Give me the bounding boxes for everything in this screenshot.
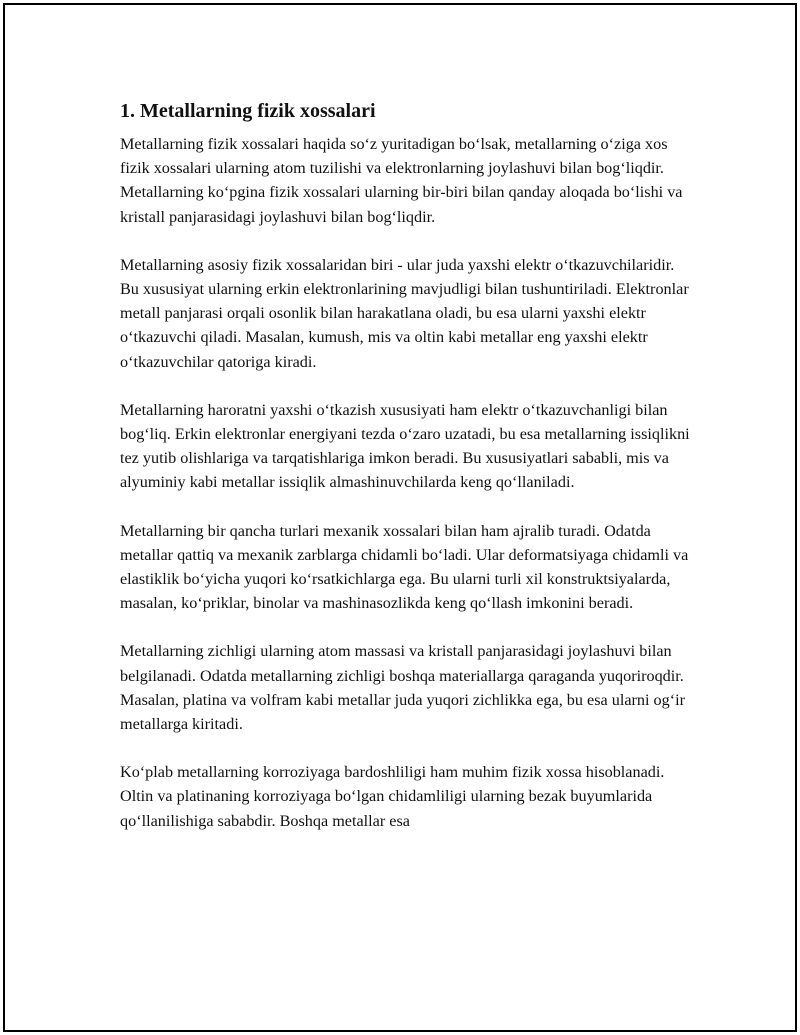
paragraph-1: Metallarning fizik xossalari haqida so‘z yuritadigan bo‘lsak, metallarning o‘ziga xos fizik xossalari ularning atom tuzilishi va elektronlarning joylashuvi bilan bog‘liqdir. Metallarning ko‘pgina fizik xossalari ularning bir-biri bilan qanday aloqada bo‘lishi va kristall panjarasidagi joylashuvi bilan bog‘liqdir. (120, 135, 683, 226)
paragraph-6: Ko‘plab metallarning korroziyaga bardoshliligi ham muhim fizik xossa hisoblanadi. Oltin va platinaning korroziyaga bo‘lgan chidamliligi ularning bezak buyumlarida qo‘llanilishiga sababdir. Boshqa metallar esa (120, 763, 665, 830)
document-body (120, 97, 695, 857)
paragraph-5: Metallarning zichligi ularning atom massasi va kristall panjarasidagi joylashuvi bilan belgilanadi. Odatda metallarning zichligi boshqa materiallarga qaraganda yuqoriroqdir. Masalan, platina va volfram kabi metallar juda yuqori zichlikka ega, bu esa ularni og‘ir metallarga kiritadi. (120, 642, 686, 734)
paragraph-2: Metallarning asosiy fizik xossalaridan biri - ular juda yaxshi elektr o‘tkazuvchilaridir. Bu xususiyat ularning erkin elektronlarining mavjudligi bilan tushuntiriladi. Elektronlar metall panjarasi orqali osonlik bilan harakatlana oladi, bu esa ularni yaxshi elektr o‘tkazuvchi qiladi. Masalan, kumush, mis va oltin kabi metallar eng yaxshi elektr o‘tkazuvchilar qatoriga kiradi. (120, 255, 689, 371)
paragraph-3: Metallarning haroratni yaxshi o‘tkazish xususiyati ham elektr o‘tkazuvchanligi bilan bog‘liq. Erkin elektronlar energiyani tezda o‘zaro uzatadi, bu esa metallarning issiqlikni tez yutib olishlariga va tarqatishlariga imkon beradi. Bu xususiyatlari sababli, mis va alyuminiy kabi metallar issiqlik almashinuvchilarda keng qo‘llaniladi. (120, 400, 690, 492)
document-title: 1. Metallarning fizik xossalari (120, 100, 376, 122)
page-frame (3, 3, 797, 1032)
paragraph-4: Metallarning bir qancha turlari mexanik xossalari bilan ham ajralib turadi. Odatda metallar qattiq va mexanik zarblarga chidamli bo‘ladi. Ular deformatsiyaga chidamli va elastiklik bo‘yicha yuqori ko‘rsatkichlarga ega. Bu ularni turli xil konstruktsiyalarda, masalan, ko‘priklar, binolar va mashinasozlikda keng qo‘llash imkonini beradi. (120, 521, 689, 613)
